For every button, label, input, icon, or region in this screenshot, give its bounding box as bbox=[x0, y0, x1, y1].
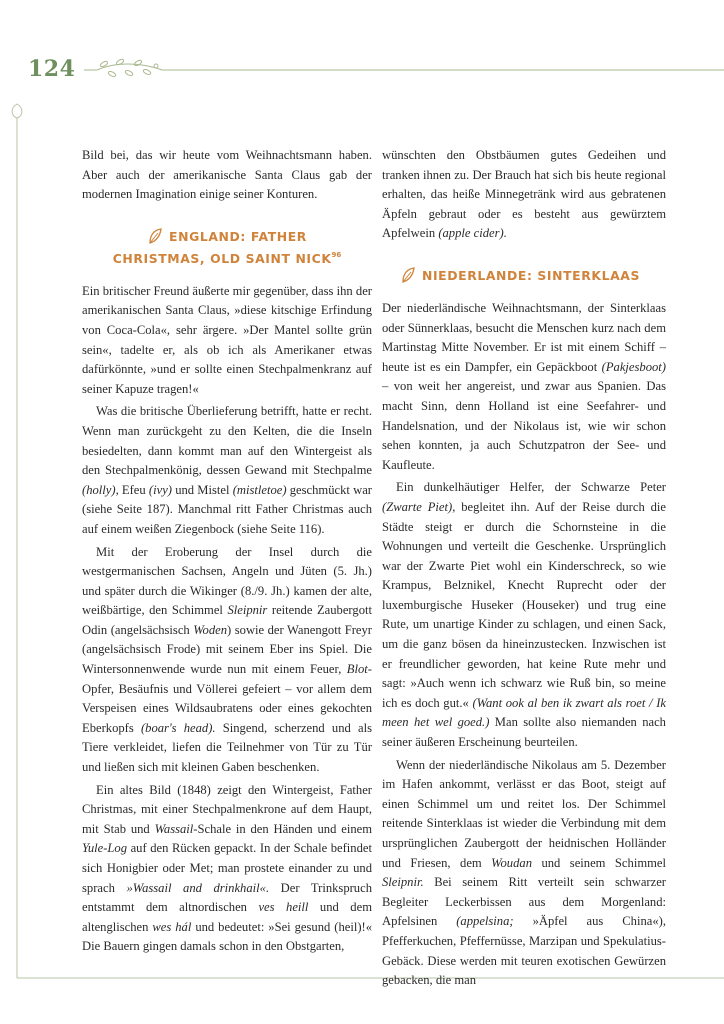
paragraph-zwarte-piet: Ein dunkelhäutiger Helfer, der Schwarze Peter (Zwarte Piet), begleitet ihn. Auf der Reise durch die Städte steigt er durch die Schornsteine in die Wohnungen und verteilt die Geschenke. Ursprünglich war der Zwarte Piet wohl ein Kinderschreck, so wie Krampus, Belznikel, Knecht Ruprecht oder der luxemburgische Huseker (Houseker) und trug eine Rute, um unartige Kinder zu schlagen, und einen Sack, um die ganz bösen da hineinzustecken. Inzwischen ist er freundlicher geworden, hat keine Rute mehr und sagt: »Auch wenn ich schwarz wie Ruß bin, so meine ich es doch gut.« (Want ook al ben ik zwart als roet / Ik meen het wel goed.) Man sollte also niemanden nach seiner äußeren Erscheinung beurteilen. bbox=[382, 480, 667, 750]
paragraph-old-picture: Ein altes Bild (1848) zeigt den Wintergeist, Father Christmas, mit einer Stechpalmenkrone auf dem Haupt, mit Stab und Wassail-Schale in den Händen und einem Yule-Log auf den Rücken gepackt. In der Schale befindet sich Honigbier oder Met; man prostete einander zu und sprach »Wassail and drinkhail«. Der Trinkspruch entstammt dem altnordischen ves heill und dem altenglischen wes hál und bedeutet: »Sei gesund (heil)!« Die Bauern gingen damals schon in den Obstgarten, bbox=[82, 782, 373, 954]
section-heading-england bbox=[82, 227, 372, 268]
paragraph-arrival: Wenn der niederländische Nikolaus am 5. Dezember im Hafen ankommt, verlässt er das Boot, steigt auf einen Schimmel um und reitet los. Der Schimmel reitende Sinterklaas ist wieder die Verbindung mit dem ursprünglichen Zaubergott der heidnischen Holländer und Friesen, dem Woudan und seinem Schimmel Sleipnir. Bei seinem Ritt verteilt sein schwarzer Begleiter Leckerbissen aus dem Morgenland: Apfelsinen (appelsina; »Äpfel aus China«), Pfefferkuchen, Pfeffernüsse, Marzipan und Spekulatius-Gebäck. Diese werden mit teuren exotischen Gewürzen gebacken, die man bbox=[382, 757, 666, 988]
right-column bbox=[382, 146, 666, 991]
footnote-marker: 96 bbox=[331, 250, 342, 259]
paragraph-british-tradition: Was die britische Überlieferung betrifft, hatte er recht. Wenn man zurückgeht zu den Kelten, die die Inseln besiedelten, dann kommt man auf den Wintergeist als den Stechpalmenkönig, dessen Gewand mit Stechpalme (holly), Efeu (ivy) und Mistel (mistletoe) geschmückt war (siehe Seite 187). Manchmal ritt Father Christmas auch auf einem weißen Ziegenbock (siehe Seite 116). bbox=[82, 404, 372, 536]
leaf-icon bbox=[400, 266, 416, 284]
left-column bbox=[82, 146, 372, 957]
paragraph-british-friend: Ein britischer Freund äußerte mir gegenüber, dass ihn der amerikanischen Santa Claus, »diese kitschige Erfindung von Coca-Cola«, sehr ärgere. »Der Mantel sollte grün sein«, tadelte er, als ob ich als Amerikaner etwas dafürkönnte, »und er sollte einen Stechpalmenkranz auf seiner Kapuze tragen!« bbox=[82, 283, 372, 396]
section-heading-niederlande bbox=[382, 266, 666, 285]
heading-niederlande-text: NIEDERLANDE: SINTERKLAAS bbox=[422, 267, 640, 283]
paragraph-conquest: Mit der Eroberung der Insel durch die westgermanischen Sachsen, Angeln und Jüten (5. Jh.) und später durch die Wikinger (8./9. Jh.) kamen der alte, weißbärtige, den Schimmel Sleipnir reitende Zaubergott Odin (angelsächsisch Woden) sowie der Wanengott Freyr (angelsächsisch Frode) mit seinem Eber ins Spiel. Die Wintersonnenwende wurde nun mit einem Feuer, Blot-Opfer, Besäufnis und Völlerei gefeiert – vor allem dem Verspeisen eines Wildsaubratens oder eines gekochten Eberkopfs (boar's head). Singend, scherzend und als Tiere verkleidet, liefen die Teilnehmer von Tür zu Tür und ließen sich mit kleinen Gaben beschenken. bbox=[82, 544, 372, 775]
left-intro-paragraph: Bild bei, das wir heute vom Weihnachtsmann haben. Aber auch der amerikanische Santa Claus gab der modernen Imagination einige seiner Konturen. bbox=[82, 148, 372, 202]
page-number: 124 bbox=[28, 56, 76, 82]
leaf-icon bbox=[147, 227, 163, 245]
heading-england-line1: ENGLAND: FATHER bbox=[169, 228, 307, 244]
right-intro-paragraph: wünschten den Obstbäumen gutes Gedeihen und tranken ihnen zu. Der Brauch hat sich bis heute regional erhalten, das heiße Minnegetränk wird aus gebratenen Äpfeln gebraut oder es besteht aus gewürztem Apfelwein (apple cider). bbox=[382, 148, 666, 241]
paragraph-sinterklaas: Der niederländische Weihnachtsmann, der Sinterklaas oder Sünnerklaas, besucht die Menschen kurz nach dem Martinstag Mitte November. Er ist mit einem Schiff – heute ist es ein Dampfer, ein Gepäckboot (Pakjesboot) – von weit her angereist, und zwar aus Spanien. Das macht Sinn, denn Holland ist eine Seefahrer- und Handelsnation, und der Nikolaus ist, wie wir schon sehen konnten, ja auch Schutzpatron der See- und Kaufleute. bbox=[382, 300, 666, 472]
heading-england-line2: CHRISTMAS, OLD SAINT NICK bbox=[112, 250, 332, 266]
sprig-ornament-icon bbox=[97, 58, 162, 77]
